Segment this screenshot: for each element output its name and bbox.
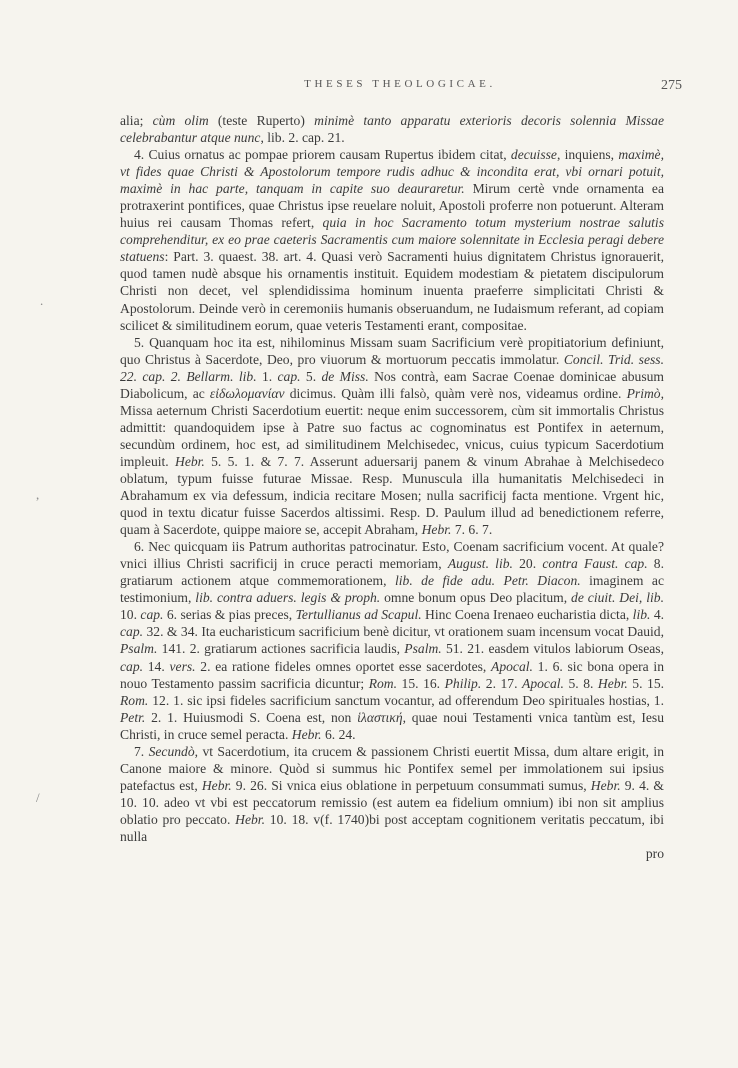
text-run: 10. 18. v(f. 1740)bi post acceptam cognitionem veritatis peccatum, ibi nulla (120, 811, 664, 844)
text-run: 10. (120, 607, 141, 623)
catchword: pro (645, 846, 664, 862)
text-run: 4. (650, 607, 665, 623)
text-run: 5. 15. (627, 675, 665, 691)
italic-run: Hebr. (175, 453, 205, 469)
text-run: 1. 6. sic bona opera in nouo Testamento passim sacrificia dicuntur; (120, 658, 665, 691)
text-run: , inquiens, (556, 147, 619, 163)
text-run: 7. 6. 7. (451, 522, 493, 538)
text-run: 51. 21. easdem vitulos labiorum Oseas, (441, 641, 664, 657)
italic-run: contra Faust. cap. (542, 556, 648, 572)
text-run: 12. 1. sic ipsi fideles sacrificium sanctum vocantur, ad offerendum Deo spirituales hostias, 1. (148, 692, 664, 708)
italic-run: quia in hoc Sacramento totum mysterium nostrae salutis comprehenditur, ex eo prae caeteris Sacramentis cum maiore solennitate in Ecclesia peragi debere statuens (120, 215, 664, 265)
italic-run: Hebr. (235, 811, 265, 827)
text-run: Mirum certè vnde ornamenta ea protraxerint pontifices, quae Christus ipse reuelare noluit, Apostoli proferre non potuerunt. Alteram huius rei causam Thomas refert, (120, 181, 664, 231)
text-run: imaginem ac testimonium, (120, 573, 664, 606)
italic-run: Hebr. (590, 777, 621, 793)
italic-run: εἰδωλομανίαν (209, 385, 285, 401)
text-run: 9. 4. & 10. 10. adeo vt vbi est peccatorum remissio (est autem ea fidelium omnium) ibi non sit amplius oblatio pro peccato. (120, 777, 664, 827)
italic-run: Tertullianus ad Scapul. (295, 607, 422, 623)
italic-run: lib. de fide adu. Petr. Diacon. (394, 573, 581, 589)
italic-run: ἱλαστική (357, 709, 403, 725)
italic-run: August. lib. (447, 556, 513, 572)
italic-run: cap. (142, 368, 166, 384)
italic-run: Rom. (368, 675, 398, 691)
text-run: dicimus. Quàm illi falsò, quàm verè nos, videamus ordine. (284, 385, 627, 401)
text-run: , Missa aeternum Christi Sacerdotium euertit: neque enim successorem, cùm sit immortalis Christus admittit: quandoquidem ipse à Patre suo factus ac cognominatus est Pontifex in aeternum, secundùm ordinem, hoc est, ad similitudinem Melchisedec, vnicus, cuius typicum Sacerdotium impleuit. (120, 385, 664, 469)
italic-run: cap. (140, 607, 164, 623)
italic-run: lib. contra aduers. legis & proph. (195, 590, 381, 606)
text-run: 1. (256, 368, 278, 384)
italic-run: cap. (277, 368, 301, 384)
italic-run: Bellarm. lib. (186, 368, 257, 384)
text-run: 5. (300, 368, 322, 384)
italic-run: cap. (120, 658, 144, 674)
page-header (118, 78, 682, 98)
text-run: Nos contrà, eam Sacrae Coenae dominicae abusum Diabolicum, ac (120, 368, 664, 401)
italic-run: Psalm. (120, 641, 158, 657)
italic-run: Primò (626, 385, 661, 401)
italic-run: Concil. Trid. sess. (563, 351, 664, 367)
paragraph-4 (120, 146, 664, 334)
text-run: , vt Sacerdotium, ita crucem & passionem Christi euertit Missa, dum altare erigit, in Canone maiore & minore. Quòd si summus hic Pontifex semel per immolationem sui ipsius patefactus est, (120, 743, 665, 793)
text-run: 5. 5. 1. & 7. 7. Asserunt aduersarij panem & vinum Abrahae à Melchisedeco oblatum, typum fuisse futurae Missae. Resp. Munuscula illa humanitatis Melchisedeci in Abrahamum ex via defessum, indicia recitare Mosen; nulla sacrificij facta mentione. Vrgent hic, quod in textu dicatur fuisse Sacerdos altissimi. Resp. D. Paulum illud ad benedictionem referre, quam à Sacerdote, quippe maiore se, accepit Abraham, (120, 453, 664, 538)
text-run: 15. 16. (397, 675, 445, 691)
page-number: 275 (661, 78, 682, 93)
margin-mark: . (40, 293, 44, 308)
italic-run: lib. (632, 607, 651, 623)
italic-run: Apocal. (522, 675, 564, 691)
text-run: 32. & 34. Ita eucharisticum sacrificium benè dicitur, vt orationem suam incensum vocat Dauid, (143, 624, 664, 640)
italic-run: Philip. (444, 675, 482, 691)
text-run: 6. serias & pias preces, (163, 607, 296, 623)
margin-mark: / (36, 790, 40, 805)
text-run: 6. 24. (321, 726, 356, 742)
text-run: 8. gratiarum actionem atque commemorationem, (120, 556, 665, 589)
italic-run: de Miss. (321, 368, 369, 384)
italic-run: Hebr. (597, 675, 628, 691)
text-run: 5. 8. (563, 675, 598, 691)
italic-run: Hebr. (201, 777, 232, 793)
body-text (120, 112, 664, 862)
italic-run: Hebr. (291, 726, 322, 742)
text-run: 2. 17. (481, 675, 523, 691)
text-run: alia; (120, 113, 153, 128)
italic-run: Apocal. (491, 658, 533, 674)
text-run: omne bonum opus Deo placitum, (380, 590, 572, 606)
italic-run: minimè tanto apparatu exterioris decoris solennia Missae celebrabantur atque nunc (120, 113, 664, 146)
running-title: THESES THEOLOGICAE. (304, 78, 496, 90)
text-run: : Part. 3. quaest. 38. art. 4. Quasi verò Sacramenti huius dignitatem Christus ignorauerit, quod tamen nudè absque his ornamentis instituit. Equidem modestiam & pietatem discipulorum Christi non decet, vel splendidissima hominum inuenta praeferre simplicitati Christi & Apostolorum. Deinde verò in ceremoniis humanis obseruandum, ne Iudaismum referant, ad copiam scilicet & similitudinem eorum, quae veteris Testamenti erant, compositae. (120, 249, 664, 333)
italic-run: Rom. (120, 692, 149, 708)
text-run: , quae noui Testamenti vnica tantùm est, Iesu Christi, in cruce semel peracta. (120, 709, 664, 742)
italic-run: cùm olim (152, 113, 209, 128)
italic-run: Hebr. (421, 522, 452, 538)
italic-run: vers. (169, 658, 196, 674)
italic-run: de ciuit. Dei, lib. (571, 590, 664, 606)
text-run: 4. Cuius ornatus ac pompae priorem causam Rupertus ibidem citat, (134, 147, 511, 163)
text-run: 9. 26. Si vnica eius oblatione in perpetuum consummati sumus, (231, 777, 591, 793)
italic-run: maximè, vt fides quae Christi & Apostolorum tempore rudis adhuc & incondita erat, vbi ornari potuit, maximè in hac parte, tanquam in capite suo deauraretur. (120, 147, 664, 197)
text-run: 141. 2. gratiarum actiones sacrificia laudis, (157, 641, 405, 657)
italic-run: Petr. (120, 709, 146, 725)
text-run: 5. Quanquam hoc ita est, nihilominus Missam suam Sacrificium verè propitiatorium definiunt, quo Christus à Sacerdote, Deo, pro viuorum & mortuorum peccatis immolatur. (120, 334, 664, 367)
text-run: 20. (512, 556, 543, 572)
text-run: 14. (143, 658, 170, 674)
text-run: , lib. 2. cap. 21. (260, 130, 345, 146)
text-run: 2. ea ratione fideles omnes oportet esse sacerdotes, (195, 658, 492, 674)
text-run: 7. (134, 743, 149, 759)
margin-mark: , (36, 487, 40, 502)
text-run: 6. Nec quicquam iis Patrum authoritas patrocinatur. Esto, Coenam sacrificium vocent. At quale? vnici illius Christi sacrificij in cruce peracti memoriam, (120, 539, 664, 572)
paragraph-continuation (120, 112, 664, 146)
italic-run: 22. (120, 368, 137, 384)
italic-run: cap. (120, 624, 144, 640)
paragraph-7 (120, 743, 664, 845)
italic-run: decuisse (510, 147, 557, 163)
text-run: (teste Ruperto) (208, 113, 315, 128)
italic-run: Psalm. (404, 641, 442, 657)
text-run: Hinc Coena Irenaeo eucharistia dicta, (421, 607, 633, 623)
paragraph-5 (120, 334, 664, 539)
text-run: 2. 1. Huiusmodi S. Coena est, non (145, 709, 358, 725)
paragraph-6 (120, 538, 664, 743)
italic-run: 2. (170, 368, 181, 384)
italic-run: Secundò (148, 743, 195, 759)
